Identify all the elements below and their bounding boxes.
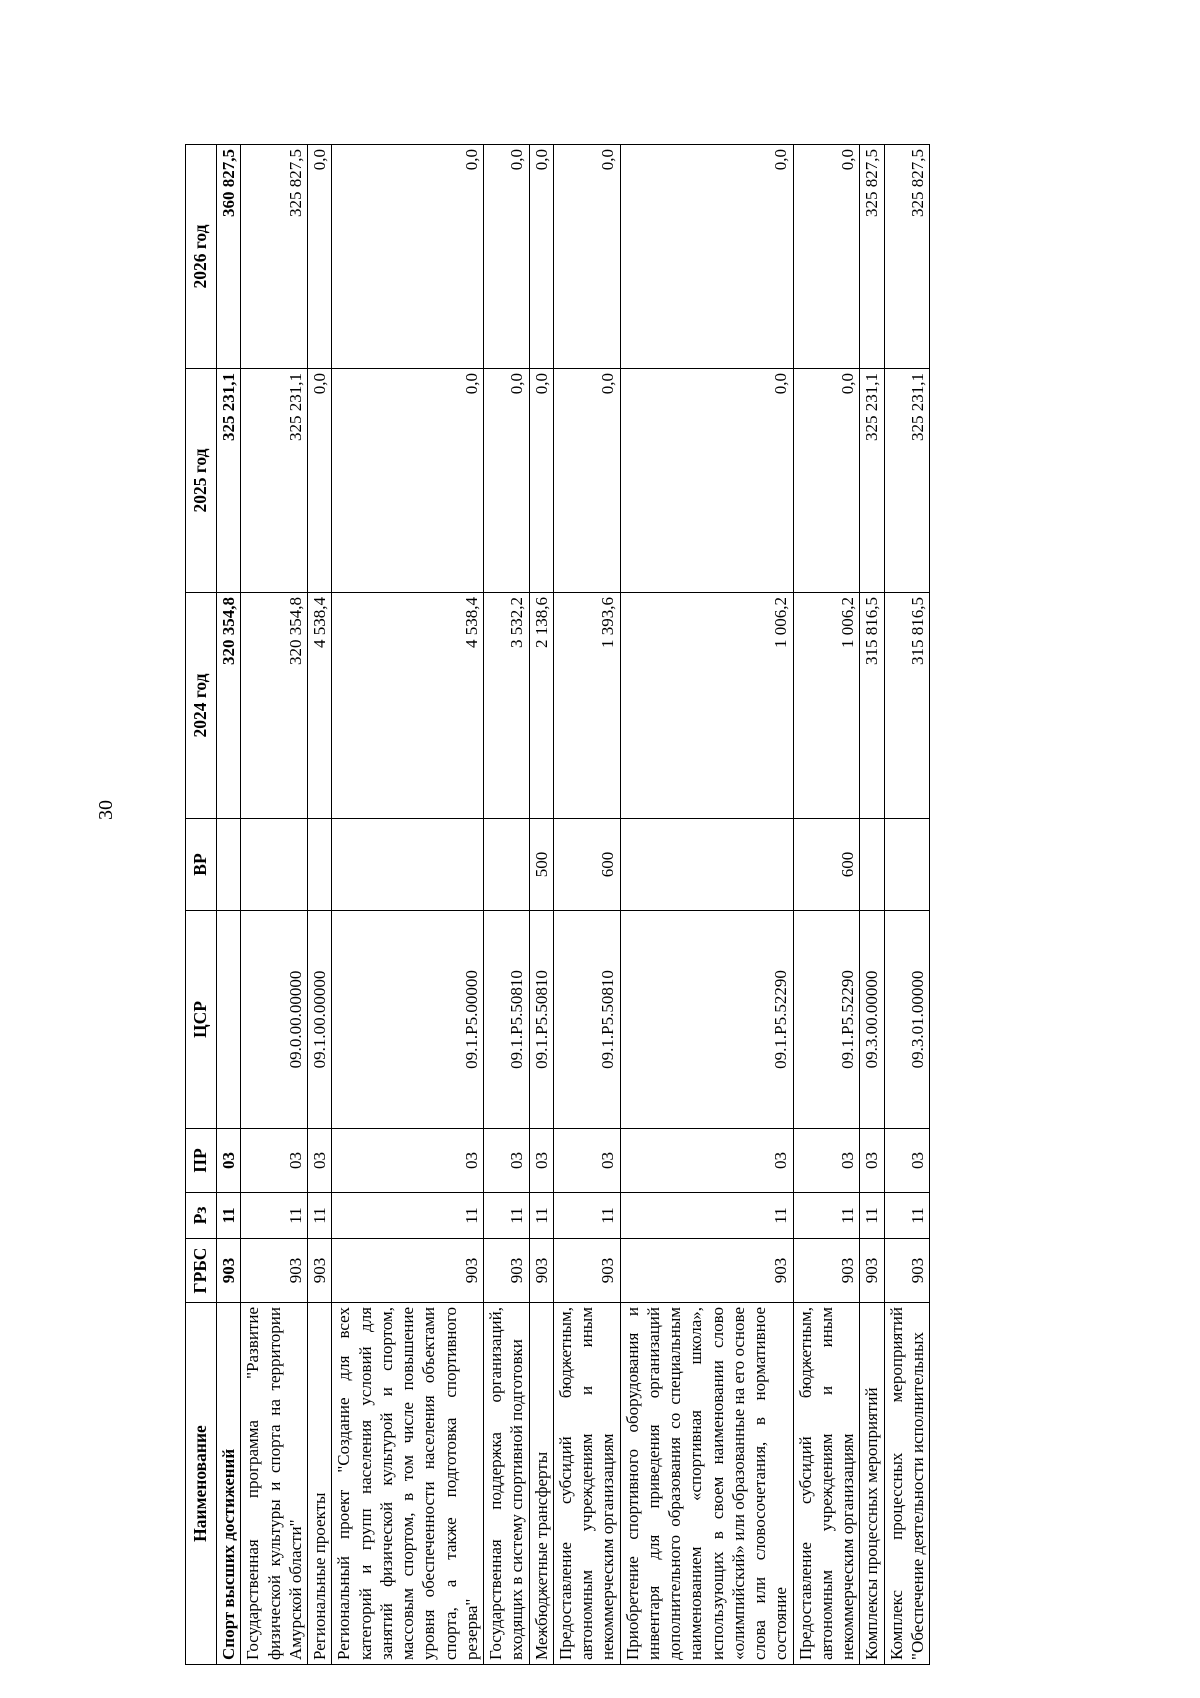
row-grbs-cell: 903 (484, 1239, 530, 1303)
row-csr-cell: 09.3.00.00000 (860, 911, 884, 1129)
table-row (332, 145, 484, 1665)
row-rz-cell: 11 (241, 1193, 308, 1239)
row-rz-cell: 11 (884, 1193, 930, 1239)
row-pr-cell: 03 (332, 1129, 484, 1193)
header-row (186, 145, 217, 1665)
row-pr-cell: 03 (793, 1129, 860, 1193)
header-2025: 2025 год (186, 369, 217, 593)
table-row (860, 145, 884, 1665)
row-pr-cell: 03 (553, 1129, 620, 1193)
row-vr-cell (620, 819, 793, 911)
row-2024-cell: 1 393,6 (553, 593, 620, 819)
row-pr-cell: 03 (241, 1129, 308, 1193)
header-name: Наименование (186, 1303, 217, 1665)
header-vr: ВР (186, 819, 217, 911)
row-grbs-cell: 903 (308, 1239, 332, 1303)
row-2026-cell: 325 827,5 (241, 145, 308, 369)
row-rz-cell: 11 (308, 1193, 332, 1239)
row-csr-cell: 09.1.P5.50810 (529, 911, 553, 1129)
row-vr-cell: 500 (529, 819, 553, 911)
header-2024: 2024 год (186, 593, 217, 819)
row-2026-cell: 0,0 (332, 145, 484, 369)
row-csr-cell: 09.1.P5.52290 (793, 911, 860, 1129)
row-2025-cell: 0,0 (620, 369, 793, 593)
row-2024-cell: 4 538,4 (308, 593, 332, 819)
row-2025-cell: 0,0 (793, 369, 860, 593)
row-2024-cell: 1 006,2 (620, 593, 793, 819)
budget-table (185, 144, 930, 1665)
row-rz-cell: 11 (620, 1193, 793, 1239)
row-rz-cell: 11 (217, 1193, 241, 1239)
row-grbs-cell: 903 (553, 1239, 620, 1303)
row-2025-cell: 0,0 (332, 369, 484, 593)
row-csr-cell (217, 911, 241, 1129)
row-grbs-cell: 903 (884, 1239, 930, 1303)
row-vr-cell: 600 (793, 819, 860, 911)
row-rz-cell: 11 (332, 1193, 484, 1239)
row-name-cell: Предоставление субсидий бюджетным, автономным учреждениям и иным некоммерческим организациям (553, 1303, 620, 1665)
row-2025-cell: 0,0 (308, 369, 332, 593)
header-grbs: ГРБС (186, 1239, 217, 1303)
row-pr-cell: 03 (884, 1129, 930, 1193)
row-grbs-cell: 903 (620, 1239, 793, 1303)
row-pr-cell: 03 (620, 1129, 793, 1193)
row-name-cell: Предоставление субсидий бюджетным, автономным учреждениям и иным некоммерческим организациям (793, 1303, 860, 1665)
row-2026-cell: 325 827,5 (860, 145, 884, 369)
row-csr-cell: 09.3.01.00000 (884, 911, 930, 1129)
row-pr-cell: 03 (860, 1129, 884, 1193)
row-2024-cell: 315 816,5 (860, 593, 884, 819)
row-pr-cell: 03 (217, 1129, 241, 1193)
row-2025-cell: 325 231,1 (217, 369, 241, 593)
row-2026-cell: 0,0 (553, 145, 620, 369)
row-csr-cell: 09.1.P5.50810 (484, 911, 530, 1129)
row-vr-cell (332, 819, 484, 911)
header-csr: ЦСР (186, 911, 217, 1129)
row-2024-cell: 3 532,2 (484, 593, 530, 819)
row-2025-cell: 325 231,1 (860, 369, 884, 593)
row-grbs-cell: 903 (217, 1239, 241, 1303)
row-name-cell: Государственная программа "Развитие физической культуры и спорта на территории Амурской области" (241, 1303, 308, 1665)
page-number: 30 (95, 800, 117, 820)
row-rz-cell: 11 (793, 1193, 860, 1239)
row-name-cell: Региональные проекты (308, 1303, 332, 1665)
table-row (529, 145, 553, 1665)
row-pr-cell: 03 (484, 1129, 530, 1193)
row-2026-cell: 360 827,5 (217, 145, 241, 369)
row-grbs-cell: 903 (860, 1239, 884, 1303)
row-rz-cell: 11 (553, 1193, 620, 1239)
row-csr-cell: 09.0.00.00000 (241, 911, 308, 1129)
row-rz-cell: 11 (529, 1193, 553, 1239)
row-2026-cell: 0,0 (620, 145, 793, 369)
row-2024-cell: 2 138,6 (529, 593, 553, 819)
row-2024-cell: 315 816,5 (884, 593, 930, 819)
row-2025-cell: 0,0 (484, 369, 530, 593)
row-name-cell: Государственная поддержка организаций, входящих в систему спортивной подготовки (484, 1303, 530, 1665)
table-row (793, 145, 860, 1665)
table-row (217, 145, 241, 1665)
row-2025-cell: 0,0 (553, 369, 620, 593)
header-rz: Рз (186, 1193, 217, 1239)
row-vr-cell (308, 819, 332, 911)
row-2024-cell: 320 354,8 (217, 593, 241, 819)
row-2026-cell: 325 827,5 (884, 145, 930, 369)
row-vr-cell (217, 819, 241, 911)
table-row (884, 145, 930, 1665)
row-name-cell: Комплекс процессных мероприятий "Обеспечение деятельности исполнительных (884, 1303, 930, 1665)
row-2024-cell: 4 538,4 (332, 593, 484, 819)
row-vr-cell (884, 819, 930, 911)
table-body (217, 145, 930, 1665)
header-pr: ПР (186, 1129, 217, 1193)
row-grbs-cell: 903 (332, 1239, 484, 1303)
row-rz-cell: 11 (484, 1193, 530, 1239)
row-csr-cell: 09.1.P5.50810 (553, 911, 620, 1129)
row-grbs-cell: 903 (529, 1239, 553, 1303)
row-vr-cell (484, 819, 530, 911)
row-name-cell: Межбюджетные трансферты (529, 1303, 553, 1665)
row-rz-cell: 11 (860, 1193, 884, 1239)
row-pr-cell: 03 (308, 1129, 332, 1193)
row-csr-cell: 09.1.00.00000 (308, 911, 332, 1129)
row-grbs-cell: 903 (793, 1239, 860, 1303)
row-2026-cell: 0,0 (529, 145, 553, 369)
row-2026-cell: 0,0 (793, 145, 860, 369)
row-name-cell: Спорт высших достижений (217, 1303, 241, 1665)
table-row (620, 145, 793, 1665)
row-csr-cell: 09.1.P5.00000 (332, 911, 484, 1129)
row-2025-cell: 325 231,1 (241, 369, 308, 593)
row-name-cell: Комплексы процессных мероприятий (860, 1303, 884, 1665)
row-2024-cell: 1 006,2 (793, 593, 860, 819)
row-vr-cell (860, 819, 884, 911)
row-vr-cell: 600 (553, 819, 620, 911)
row-2026-cell: 0,0 (308, 145, 332, 369)
row-name-cell: Приобретение спортивного оборудования и инвентаря для приведения организаций дополнительного образования со специальным наименованием «спортивная школа», использующих в своем наименовании слово «олимпийский» или образованные на его основе слова или словосочетания, в нормативное состояние (620, 1303, 793, 1665)
rotated-table-container (185, 145, 1085, 1665)
table-row (241, 145, 308, 1665)
row-name-cell: Региональный проект "Создание для всех категорий и групп населения условий для занятий физической культурой и спортом, массовым спортом, в том числе повышение уровня обеспеченности населения объектами спорта, а также подготовка спортивного резерва" (332, 1303, 484, 1665)
table-row (308, 145, 332, 1665)
row-vr-cell (241, 819, 308, 911)
row-2025-cell: 325 231,1 (884, 369, 930, 593)
header-2026: 2026 год (186, 145, 217, 369)
row-grbs-cell: 903 (241, 1239, 308, 1303)
row-2025-cell: 0,0 (529, 369, 553, 593)
row-2024-cell: 320 354,8 (241, 593, 308, 819)
table-row (553, 145, 620, 1665)
row-pr-cell: 03 (529, 1129, 553, 1193)
row-2026-cell: 0,0 (484, 145, 530, 369)
table-row (484, 145, 530, 1665)
row-csr-cell: 09.1.P5.52290 (620, 911, 793, 1129)
